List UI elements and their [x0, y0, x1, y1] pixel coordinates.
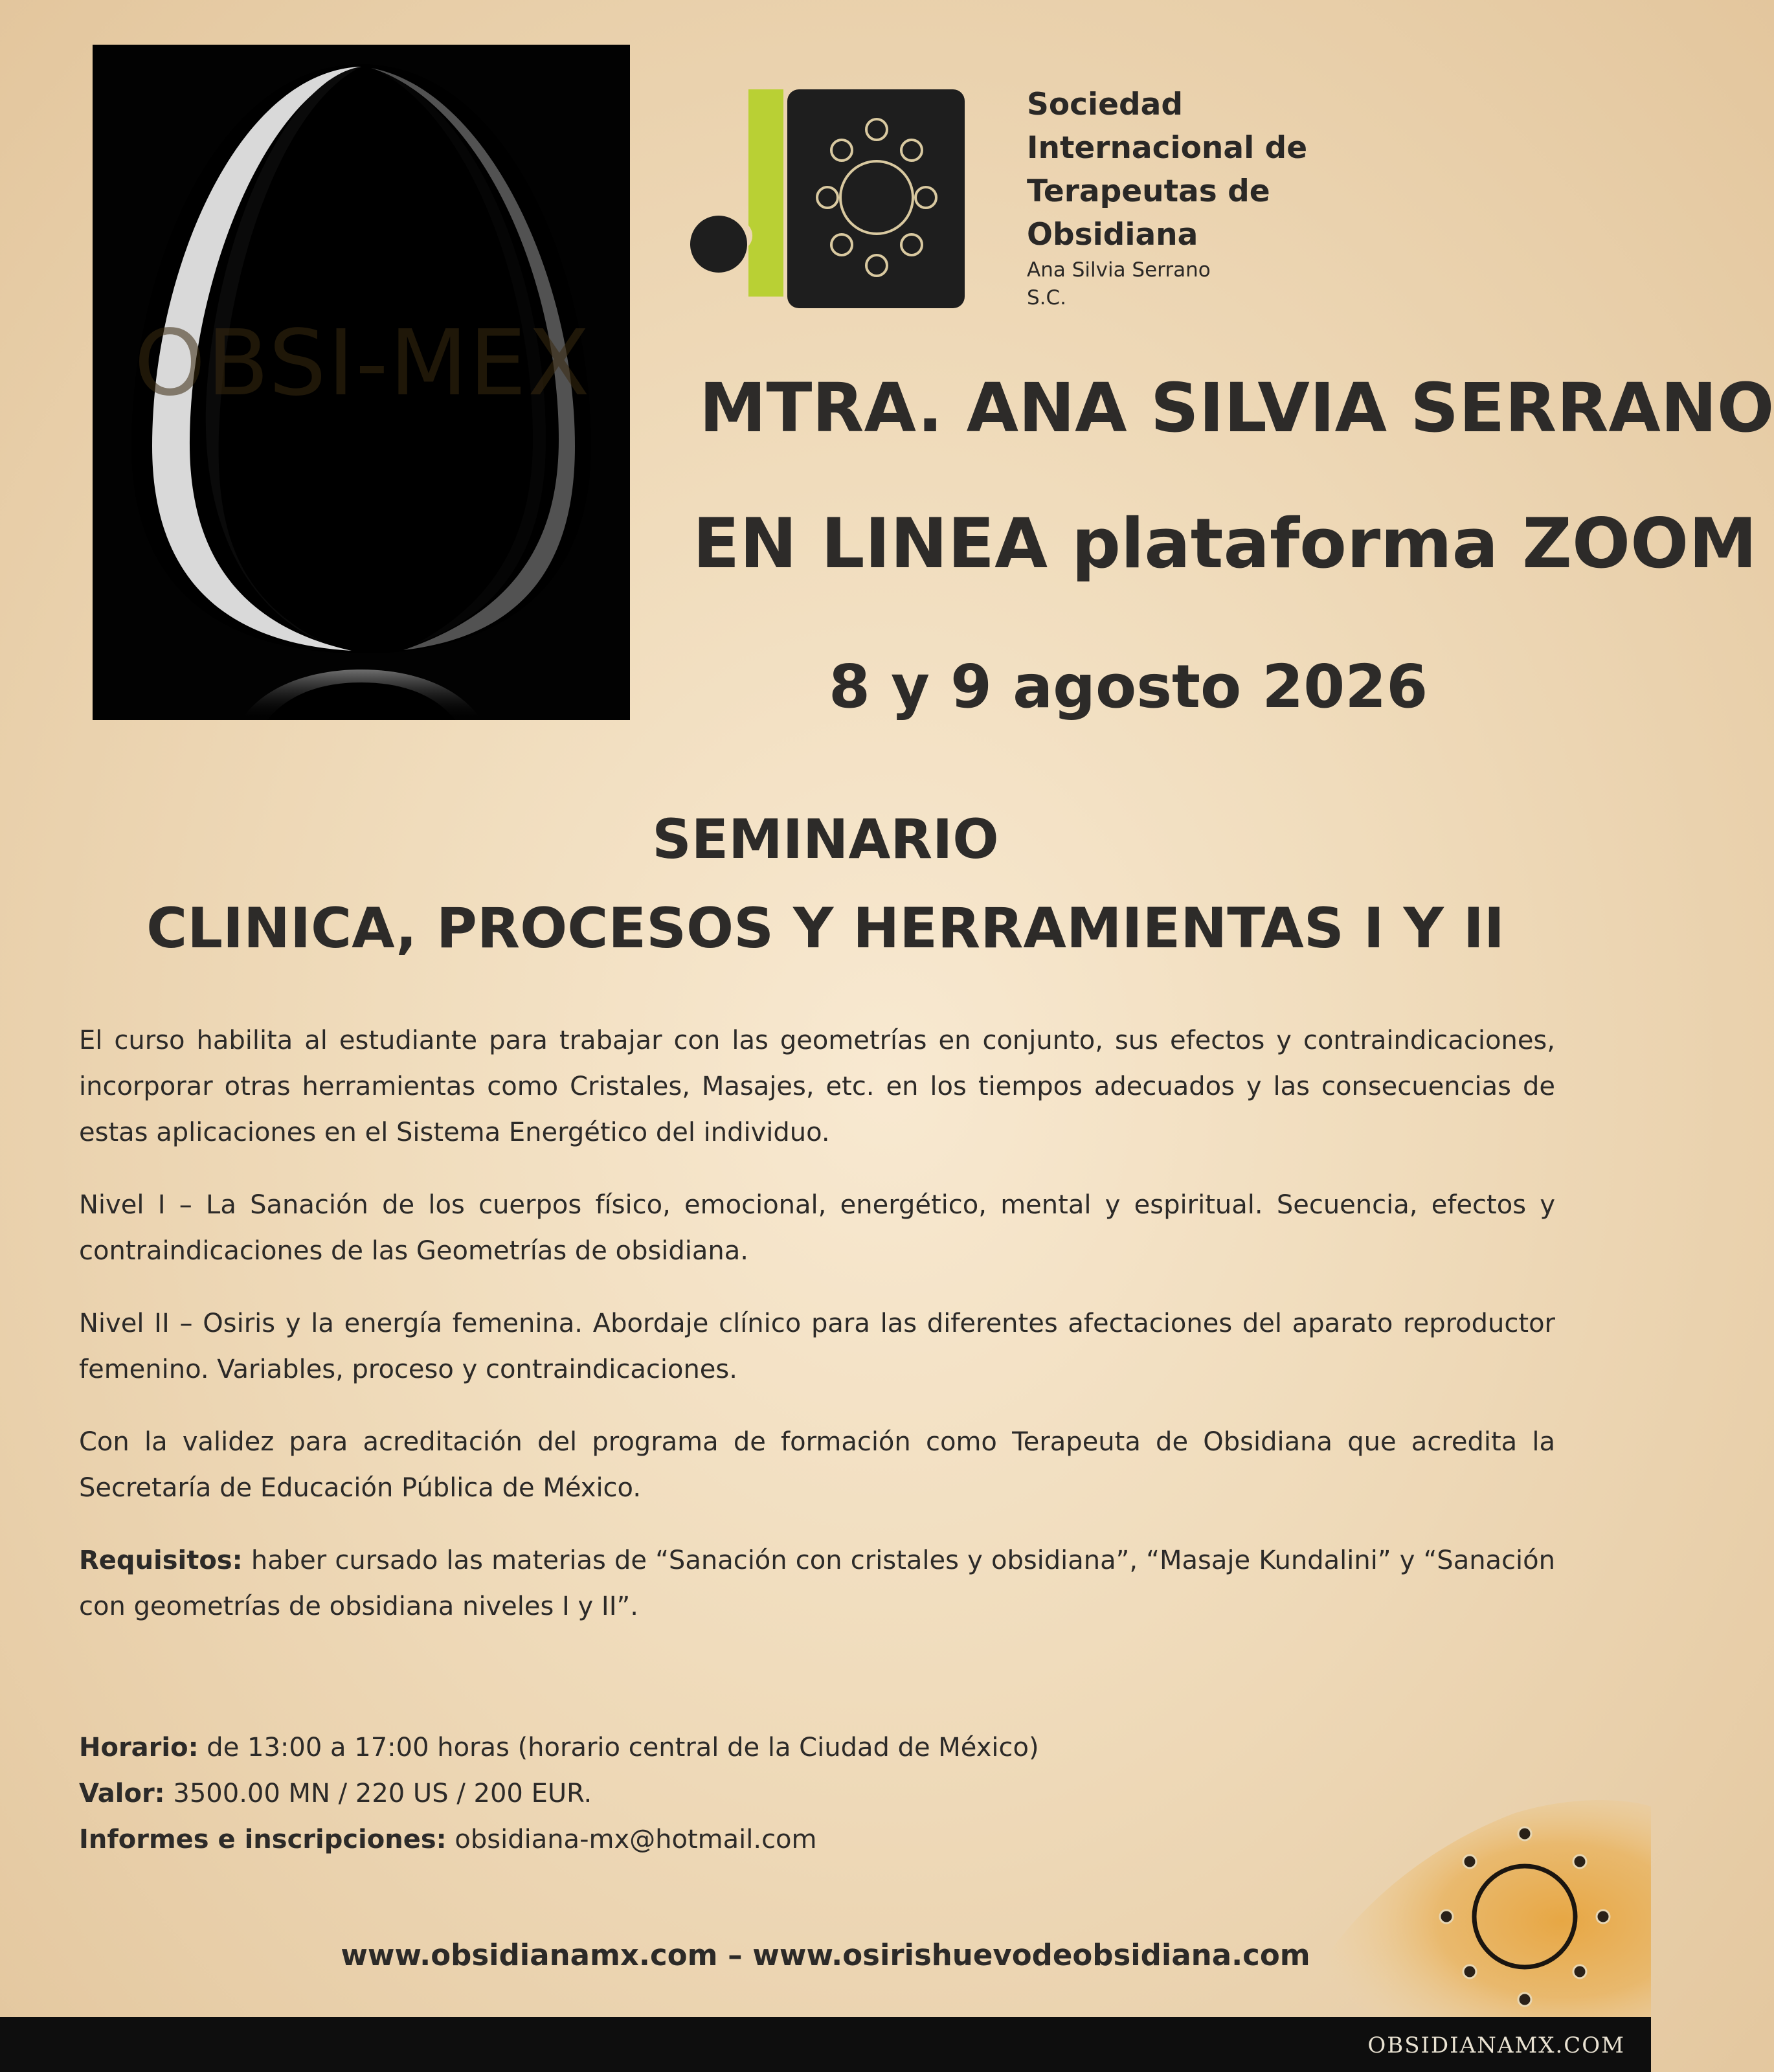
requirements-label: Requisitos:	[79, 1546, 243, 1575]
level-two-paragraph: Nivel II – Osiris y la energía femenina. Abordaje clínico para las diferentes afectaciones del aparato reproductor femenino. Variables, proceso y contraindicaciones.	[79, 1309, 1555, 1384]
price-label: Valor:	[79, 1779, 165, 1808]
level-one-paragraph: Nivel I – La Sanación de los cuerpos físico, emocional, energético, mental y espiritual. Secuencia, efectos y contraindicaciones de las Geometrías de obsidiana.	[79, 1190, 1555, 1266]
seminar-title: CLINICA, PROCESOS Y HERRAMIENTAS I Y II	[146, 896, 1505, 961]
organization-name-line: Sociedad	[1027, 87, 1183, 122]
schedule-value: de 13:00 a 17:00 horas (horario central de la Ciudad de México)	[198, 1733, 1039, 1762]
organization-name-line: Internacional de	[1027, 130, 1308, 166]
sand-ring-decoration-icon	[1217, 1774, 1651, 2020]
contact-row	[79, 1817, 1309, 1863]
website-links[interactable]: www.obsidianamx.com – www.osirishuevodeobsidiana.com	[341, 1938, 1310, 1972]
organization-subtitle: S.C.	[1027, 286, 1067, 310]
description-paragraph: El curso habilita al estudiante para trabajar con las geometrías en conjunto, sus efectos y contraindicaciones, incorporar otras herramientas como Cristales, Masajes, etc. en los tiempos adecuados y las consecuencias de estas aplicaciones en el Sistema Energético del individuo.	[79, 1026, 1555, 1147]
description-body	[79, 1018, 1555, 1656]
photo-watermark: OBSI-MEX	[134, 311, 591, 416]
platform-headline: EN LINEA plataforma ZOOM	[693, 504, 1757, 583]
price-value: 3500.00 MN / 220 US / 200 EUR.	[164, 1779, 592, 1808]
event-info	[79, 1725, 1309, 1863]
footer-bar	[0, 2017, 1651, 2072]
schedule-row	[79, 1725, 1309, 1771]
seminar-label: SEMINARIO	[652, 807, 999, 871]
organization-name-line: Obsidiana	[1027, 217, 1198, 253]
organization-name-line: Terapeutas de	[1027, 174, 1270, 209]
obsidian-society-logo-icon	[686, 83, 971, 310]
organization-subtitle: Ana Silvia Serrano	[1027, 258, 1211, 282]
organization-block	[1027, 83, 1318, 312]
contact-email: obsidiana-mx@hotmail.com	[446, 1825, 817, 1854]
price-row	[79, 1771, 1309, 1817]
accreditation-paragraph: Con la validez para acreditación del programa de formación como Terapeuta de Obsidiana que acredita la Secretaría de Educación Pública de México.	[79, 1427, 1555, 1503]
footer-brand[interactable]: OBSIDIANAMX.COM	[1367, 2033, 1625, 2058]
requirements-text: haber cursado las materias de “Sanación con cristales y obsidiana”, “Masaje Kundalini” y “Sanación con geometrías de obsidiana niveles I y II”.	[79, 1546, 1555, 1621]
date-headline: 8 y 9 agosto 2026	[829, 652, 1428, 721]
teacher-headline: MTRA. ANA SILVIA SERRANO	[699, 368, 1774, 447]
contact-label: Informes e inscripciones:	[79, 1825, 447, 1854]
requirements-paragraph	[79, 1538, 1555, 1630]
schedule-label: Horario:	[79, 1733, 199, 1762]
